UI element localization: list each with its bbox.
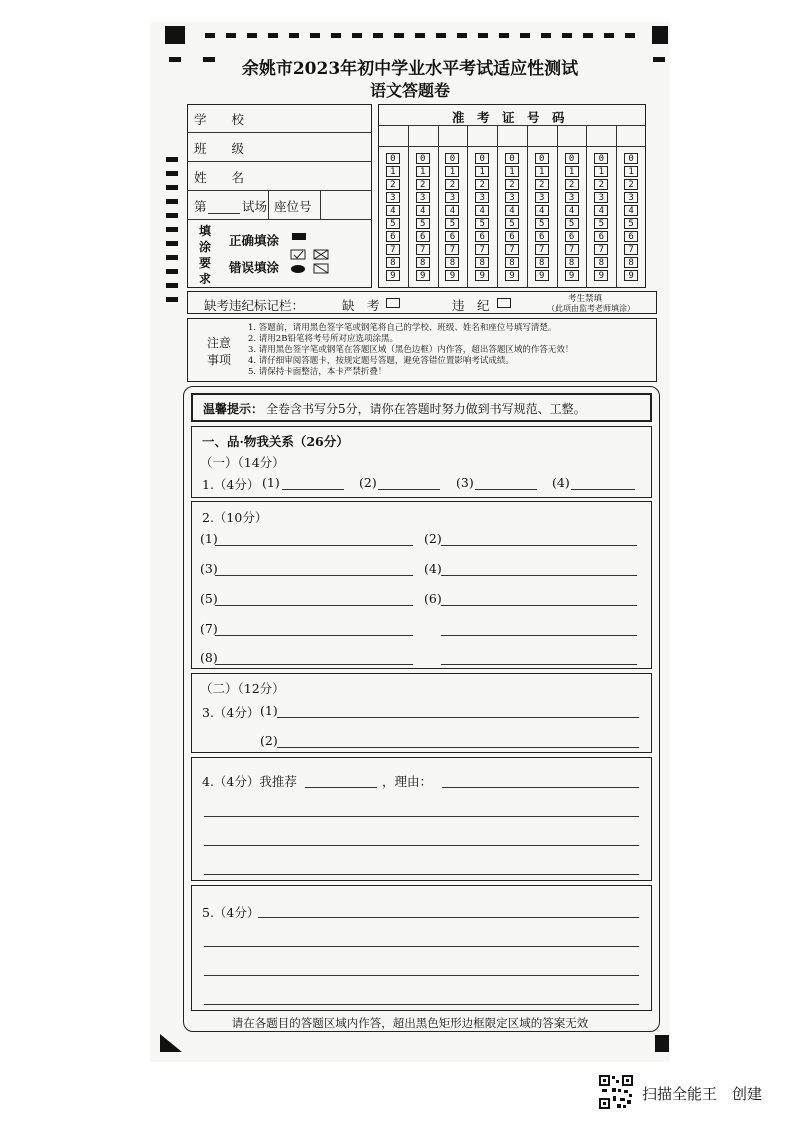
ticket-digit-bubble[interactable]: 8 bbox=[505, 257, 519, 268]
ticket-column-divider bbox=[616, 125, 617, 288]
ticket-digit-bubble[interactable]: 2 bbox=[475, 179, 489, 190]
corner-mark-bottom-right bbox=[655, 1035, 669, 1052]
timing-mark bbox=[166, 283, 178, 288]
ticket-digit-bubble[interactable]: 5 bbox=[624, 218, 638, 229]
q2-item-4: (4) bbox=[424, 561, 442, 576]
ticket-digit-bubble[interactable]: 4 bbox=[594, 205, 608, 216]
timing-mark bbox=[457, 33, 467, 38]
notice-item: 3. 请用黑色签字笔或钢笔在答题区域（黑色边框）内作答，超出答题区域的作答无效！ bbox=[248, 345, 574, 355]
ticket-digit-bubble[interactable]: 7 bbox=[624, 244, 638, 255]
ticket-digit-bubble[interactable]: 9 bbox=[416, 270, 430, 281]
q2-answer-4[interactable] bbox=[441, 575, 637, 576]
ticket-column-divider bbox=[527, 125, 528, 288]
timing-mark bbox=[166, 157, 178, 162]
ticket-digit-bubble[interactable]: 9 bbox=[565, 270, 579, 281]
ticket-digit-bubble[interactable]: 5 bbox=[535, 218, 549, 229]
timing-mark bbox=[499, 33, 509, 38]
timing-mark bbox=[268, 33, 278, 38]
ticket-column-divider bbox=[497, 125, 498, 288]
ticket-digit-bubble[interactable]: 1 bbox=[594, 166, 608, 177]
timing-mark bbox=[166, 213, 178, 218]
q2-label: 2.（10分） bbox=[202, 510, 268, 525]
ticket-digit-bubble[interactable]: 2 bbox=[535, 179, 549, 190]
ticket-digit-bubble[interactable]: 7 bbox=[386, 244, 400, 255]
ticket-digit-bubble[interactable]: 2 bbox=[565, 179, 579, 190]
ticket-digit-bubble[interactable]: 4 bbox=[386, 205, 400, 216]
q4-answer-line[interactable] bbox=[204, 874, 639, 875]
timing-mark bbox=[166, 255, 178, 260]
ticket-digit-bubble[interactable]: 6 bbox=[594, 231, 608, 242]
ticket-digit-bubble[interactable]: 3 bbox=[416, 192, 430, 203]
q2-item-2: (2) bbox=[424, 531, 442, 546]
ticket-digit-bubble[interactable]: 3 bbox=[624, 192, 638, 203]
timing-mark bbox=[415, 33, 425, 38]
ticket-number-label: 准 考 证 号 码 bbox=[452, 110, 565, 125]
section1-heading: 一、品·物我关系（26分） bbox=[202, 434, 349, 449]
q4-recommend-input[interactable] bbox=[305, 787, 377, 788]
ticket-digit-bubble[interactable]: 7 bbox=[445, 244, 459, 255]
ticket-digit-bubble[interactable]: 8 bbox=[565, 257, 579, 268]
ticket-column-divider bbox=[438, 125, 439, 288]
ticket-digit-bubble[interactable]: 7 bbox=[505, 244, 519, 255]
timing-mark bbox=[436, 33, 446, 38]
timing-mark bbox=[604, 33, 614, 38]
timing-mark bbox=[166, 171, 178, 176]
q3-item-2: (2) bbox=[260, 733, 278, 748]
ticket-digit-bubble[interactable]: 8 bbox=[416, 257, 430, 268]
q5-label: 5.（4分） bbox=[202, 905, 260, 920]
tip-text: 全卷含书写分5分，请你在答题时努力做到书写规范、工整。 bbox=[266, 402, 586, 416]
ticket-digit-bubble[interactable]: 9 bbox=[594, 270, 608, 281]
q4-reason-label: ，理由： bbox=[382, 774, 433, 789]
page-title: 余姚市2023年初中学业水平考试适应性测试 bbox=[241, 59, 579, 79]
ticket-digit-bubble[interactable]: 2 bbox=[505, 179, 519, 190]
ticket-digit-bubble[interactable]: 1 bbox=[565, 166, 579, 177]
q5-answer-line[interactable] bbox=[204, 1004, 639, 1005]
q2-answer-8-cont[interactable] bbox=[441, 664, 637, 665]
q2-answer-1[interactable] bbox=[215, 545, 413, 546]
ticket-digit-bubble[interactable]: 4 bbox=[416, 205, 430, 216]
timing-mark bbox=[478, 33, 488, 38]
timing-mark bbox=[310, 33, 320, 38]
ticket-digit-bubble[interactable]: 4 bbox=[624, 205, 638, 216]
wrong-fill-label: 错误填涂 bbox=[229, 260, 280, 275]
ticket-digit-bubble[interactable]: 0 bbox=[535, 153, 549, 164]
ticket-digit-bubble[interactable]: 6 bbox=[445, 231, 459, 242]
ticket-digit-bubble[interactable]: 5 bbox=[386, 218, 400, 229]
watermark-text: 扫描全能王 创建 bbox=[642, 1085, 763, 1103]
ticket-digit-bubble[interactable]: 6 bbox=[535, 231, 549, 242]
q4-answer-line[interactable] bbox=[204, 845, 639, 846]
timing-mark bbox=[373, 33, 383, 38]
sub-section-1: （一）（14分） bbox=[200, 455, 285, 470]
q2-answer-box bbox=[191, 501, 652, 669]
q4-reason-line[interactable] bbox=[442, 787, 639, 788]
q2-item-3: (3) bbox=[200, 561, 218, 576]
ticket-digit-bubble[interactable]: 1 bbox=[505, 166, 519, 177]
ticket-digit-bubble[interactable]: 2 bbox=[445, 179, 459, 190]
ticket-digit-bubble[interactable]: 6 bbox=[475, 231, 489, 242]
room-input[interactable] bbox=[208, 213, 240, 214]
timing-mark bbox=[166, 199, 178, 204]
wrong-fill-samples bbox=[290, 249, 332, 275]
ticket-digit-bubble[interactable]: 4 bbox=[505, 205, 519, 216]
ticket-digit-bubble[interactable]: 8 bbox=[624, 257, 638, 268]
q2-answer-7-cont[interactable] bbox=[441, 635, 637, 636]
q3-answer-2[interactable] bbox=[277, 747, 639, 748]
q1-item-1: (1) bbox=[262, 475, 280, 490]
notice-label-1: 注意 bbox=[207, 336, 232, 350]
ticket-digit-bubble[interactable]: 3 bbox=[565, 192, 579, 203]
violation-checkbox[interactable] bbox=[497, 298, 511, 308]
q2-answer-5[interactable] bbox=[215, 605, 413, 606]
q5-answer-line[interactable] bbox=[204, 975, 639, 976]
q4-label: 4.（4分）我推荐 bbox=[202, 774, 297, 789]
ticket-digit-bubble[interactable]: 4 bbox=[535, 205, 549, 216]
q4-answer-line[interactable] bbox=[204, 816, 639, 817]
absent-checkbox[interactable] bbox=[386, 298, 400, 308]
notice-item: 2. 请用2B铅笔将考号所对应选项涂黑。 bbox=[248, 334, 398, 344]
q1-answer-3[interactable] bbox=[475, 489, 537, 490]
q2-answer-3[interactable] bbox=[215, 575, 413, 576]
ticket-digit-bubble[interactable]: 6 bbox=[416, 231, 430, 242]
timing-mark bbox=[352, 33, 362, 38]
ticket-digit-bubble[interactable]: 4 bbox=[445, 205, 459, 216]
q2-item-8: (8) bbox=[200, 650, 218, 665]
timing-mark bbox=[166, 297, 178, 302]
ticket-digit-bubble[interactable]: 1 bbox=[624, 166, 638, 177]
ticket-digit-bubble[interactable]: 4 bbox=[475, 205, 489, 216]
ticket-digit-bubble[interactable]: 0 bbox=[416, 153, 430, 164]
ticket-digit-bubble[interactable]: 6 bbox=[624, 231, 638, 242]
timing-mark bbox=[205, 33, 215, 38]
q1-item-3: (3) bbox=[456, 475, 474, 490]
q1-answer-2[interactable] bbox=[378, 489, 440, 490]
staff-only-note: 考生禁填 bbox=[568, 294, 603, 304]
corner-mark-bottom-left bbox=[160, 1034, 182, 1052]
q5-answer-box bbox=[191, 885, 652, 1011]
ticket-digit-bubble[interactable]: 2 bbox=[594, 179, 608, 190]
room-prefix: 第 bbox=[194, 199, 207, 214]
timing-mark bbox=[166, 227, 178, 232]
ticket-digit-bubble[interactable]: 4 bbox=[565, 205, 579, 216]
timing-mark bbox=[520, 33, 530, 38]
ticket-digit-bubble[interactable]: 0 bbox=[386, 153, 400, 164]
notice-item: 4. 请仔细审阅答题卡，按规定题号答题，避免答错位置影响考试成绩。 bbox=[248, 356, 514, 366]
ticket-digit-bubble[interactable]: 2 bbox=[624, 179, 638, 190]
qr-code-icon bbox=[598, 1074, 634, 1110]
timing-mark bbox=[583, 33, 593, 38]
correct-fill-label: 正确填涂 bbox=[229, 233, 280, 248]
ticket-digit-bubble[interactable]: 9 bbox=[445, 270, 459, 281]
ticket-digit-bubble[interactable]: 3 bbox=[386, 192, 400, 203]
ticket-digit-bubble[interactable]: 3 bbox=[445, 192, 459, 203]
ticket-digit-bubble[interactable]: 6 bbox=[386, 231, 400, 242]
ticket-digit-bubble[interactable]: 5 bbox=[475, 218, 489, 229]
q5-answer-line[interactable] bbox=[204, 946, 639, 947]
ticket-digit-bubble[interactable]: 5 bbox=[445, 218, 459, 229]
q1-answer-4[interactable] bbox=[571, 489, 635, 490]
q3-item-1: (1) bbox=[260, 703, 278, 718]
q2-item-5: (5) bbox=[200, 591, 218, 606]
ticket-digit-bubble[interactable]: 3 bbox=[594, 192, 608, 203]
ticket-digit-bubble[interactable]: 9 bbox=[505, 270, 519, 281]
seat-label: 座位号 bbox=[274, 199, 312, 214]
ticket-digit-bubble[interactable]: 8 bbox=[445, 257, 459, 268]
ticket-digit-bubble[interactable]: 3 bbox=[475, 192, 489, 203]
q1-item-2: (2) bbox=[359, 475, 377, 490]
timing-mark bbox=[166, 269, 178, 274]
ticket-digit-bubble[interactable]: 6 bbox=[505, 231, 519, 242]
timing-mark bbox=[541, 33, 551, 38]
name-label: 姓 名 bbox=[194, 170, 245, 185]
q2-answer-6[interactable] bbox=[441, 605, 637, 606]
ticket-digit-bubble[interactable]: 7 bbox=[535, 244, 549, 255]
ticket-digit-bubble[interactable]: 2 bbox=[416, 179, 430, 190]
ticket-digit-bubble[interactable]: 1 bbox=[475, 166, 489, 177]
absence-label: 缺考违纪标记栏： bbox=[204, 298, 305, 313]
correct-fill-sample bbox=[292, 233, 306, 240]
timing-mark bbox=[226, 33, 236, 38]
ticket-digit-bubble[interactable]: 8 bbox=[594, 257, 608, 268]
ticket-digit-bubble[interactable]: 9 bbox=[535, 270, 549, 281]
ticket-digit-bubble[interactable]: 5 bbox=[505, 218, 519, 229]
ticket-digit-bubble[interactable]: 9 bbox=[386, 270, 400, 281]
absent-label: 缺 考 bbox=[342, 298, 380, 313]
ticket-column-divider bbox=[408, 125, 409, 288]
ticket-digit-bubble[interactable]: 3 bbox=[535, 192, 549, 203]
ticket-digit-bubble[interactable]: 0 bbox=[565, 153, 579, 164]
ticket-column-divider bbox=[467, 125, 468, 288]
staff-only-note-2: （此项由监考老师填涂） bbox=[547, 304, 635, 313]
ticket-digit-bubble[interactable]: 0 bbox=[624, 153, 638, 164]
tip-bold: 温馨提示： bbox=[203, 402, 264, 416]
ticket-digit-bubble[interactable]: 0 bbox=[475, 153, 489, 164]
timing-mark bbox=[289, 33, 299, 38]
violation-label: 违 纪 bbox=[452, 298, 490, 313]
q1-answer-1[interactable] bbox=[282, 489, 344, 490]
timing-mark bbox=[394, 33, 404, 38]
timing-mark bbox=[247, 33, 257, 38]
ticket-digit-bubble[interactable]: 5 bbox=[565, 218, 579, 229]
ticket-digit-bubble[interactable]: 1 bbox=[445, 166, 459, 177]
school-label: 学 校 bbox=[194, 112, 245, 127]
timing-mark bbox=[625, 33, 635, 38]
ticket-digit-bubble[interactable]: 1 bbox=[535, 166, 549, 177]
corner-mark-top-right bbox=[652, 26, 668, 44]
ticket-digit-bubble[interactable]: 8 bbox=[386, 257, 400, 268]
page-subtitle: 语文答题卷 bbox=[369, 81, 450, 100]
timing-mark bbox=[166, 241, 178, 246]
ticket-digit-bubble[interactable]: 0 bbox=[505, 153, 519, 164]
ticket-column-divider bbox=[586, 125, 587, 288]
notice-item: 5. 请保持卡面整洁，本卡严禁折叠！ bbox=[248, 367, 387, 377]
ticket-digit-bubble[interactable]: 1 bbox=[416, 166, 430, 177]
timing-mark bbox=[331, 33, 341, 38]
ticket-digit-bubble[interactable]: 1 bbox=[386, 166, 400, 177]
ticket-digit-bubble[interactable]: 7 bbox=[416, 244, 430, 255]
ticket-digit-bubble[interactable]: 7 bbox=[565, 244, 579, 255]
class-label: 班 级 bbox=[194, 141, 245, 156]
q1-label: 1.（4分） bbox=[202, 477, 260, 492]
q2-item-7: (7) bbox=[200, 621, 218, 636]
q1-item-4: (4) bbox=[552, 475, 570, 490]
ticket-digit-bubble[interactable]: 7 bbox=[594, 244, 608, 255]
ticket-digit-bubble[interactable]: 7 bbox=[475, 244, 489, 255]
ticket-digit-bubble[interactable]: 3 bbox=[505, 192, 519, 203]
ticket-digit-bubble[interactable]: 9 bbox=[624, 270, 638, 281]
q2-answer-7[interactable] bbox=[215, 635, 413, 636]
q2-item-6: (6) bbox=[424, 591, 442, 606]
ticket-digit-bubble[interactable]: 5 bbox=[594, 218, 608, 229]
ticket-digit-bubble[interactable]: 8 bbox=[475, 257, 489, 268]
ticket-column-divider bbox=[557, 125, 558, 288]
notice-item: 1. 答题前，请用黑色签字笔或钢笔将自己的学校、班级、姓名和座位号填写清楚。 bbox=[248, 323, 557, 333]
q5-answer-line[interactable] bbox=[258, 917, 639, 918]
q3-answer-1[interactable] bbox=[277, 717, 639, 718]
q3-label: 3.（4分） bbox=[202, 705, 260, 720]
ticket-digit-bubble[interactable]: 9 bbox=[475, 270, 489, 281]
corner-mark-top-left bbox=[165, 26, 185, 44]
fill-req-3: 要 bbox=[199, 256, 212, 270]
ticket-digit-bubble[interactable]: 8 bbox=[535, 257, 549, 268]
sub-section-2: （二）（12分） bbox=[200, 681, 285, 696]
ticket-digit-bubble[interactable]: 5 bbox=[416, 218, 430, 229]
room-suffix: 试场 bbox=[242, 199, 268, 214]
notice-label-2: 事项 bbox=[207, 353, 232, 367]
ticket-digit-bubble[interactable]: 6 bbox=[565, 231, 579, 242]
q2-answer-8[interactable] bbox=[215, 664, 413, 665]
q2-item-1: (1) bbox=[200, 531, 218, 546]
timing-mark bbox=[166, 185, 178, 190]
fill-req-1: 填 bbox=[199, 224, 212, 238]
footer-warning: 请在各题目的答题区域内作答，超出黑色矩形边框限定区域的答案无效 bbox=[231, 1016, 589, 1030]
fill-req-2: 涂 bbox=[199, 240, 212, 254]
q2-answer-2[interactable] bbox=[441, 545, 637, 546]
ticket-digit-bubble[interactable]: 0 bbox=[445, 153, 459, 164]
ticket-digit-bubble[interactable]: 2 bbox=[386, 179, 400, 190]
timing-mark bbox=[562, 33, 572, 38]
fill-req-4: 求 bbox=[199, 272, 212, 286]
ticket-digit-bubble[interactable]: 0 bbox=[594, 153, 608, 164]
